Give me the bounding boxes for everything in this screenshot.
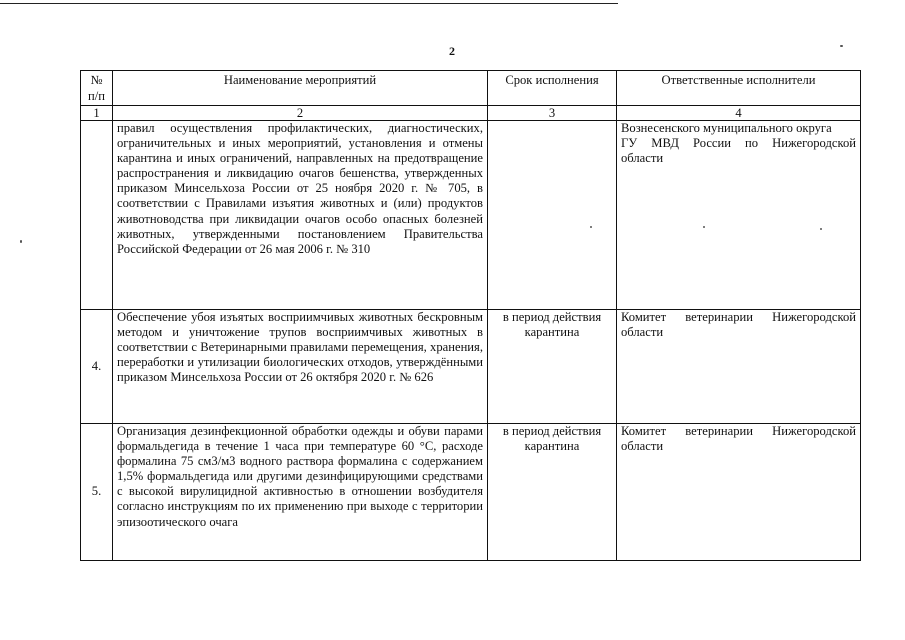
column-number: 3 <box>488 106 617 121</box>
responsible-line: Комитет ветеринарии Нижегородской области <box>621 424 856 454</box>
header-deadline: Срок исполнения <box>488 71 617 106</box>
header-responsible: Ответственные исполнители <box>617 71 861 106</box>
row-deadline <box>488 121 617 310</box>
column-number-row <box>81 106 861 121</box>
row-action: Обеспечение убоя изъятых восприимчивых животных бескровным методом и уничтожение трупов восприимчивых животных в соответствии с Ветеринарными правилами перемещения, хранения, переработки и утилизации биологических отходов, утверждёнными приказом Минсельхоза России от 26 октября 2020 г. № 626 <box>113 310 488 424</box>
header-num: № п/п <box>81 71 113 106</box>
scan-speck <box>840 45 843 47</box>
table-row <box>81 310 861 424</box>
scan-speck <box>20 240 22 243</box>
row-number: 5. <box>81 424 113 561</box>
responsible-line: ГУ МВД России по Нижегородской области <box>621 136 856 166</box>
measures-table <box>80 70 861 561</box>
table-row <box>81 424 861 561</box>
row-deadline: в период действия карантина <box>488 310 617 424</box>
row-deadline: в период действия карантина <box>488 424 617 561</box>
header-row <box>81 71 861 106</box>
row-action: правил осуществления профилактических, диагностических, ограничительных и иных мероприятий, установления и отмены карантина и иных ограничений, направленных на предотвращение распространения и ликвидацию очагов бешенства, утвержденных приказом Минсельхоза России от 25 ноября 2020 г. № 705, в соответствии с Правилами изъятия животных и (или) продуктов животноводства при ликвидации очагов особо опасных болезней животных, утвержденными постановлением Правительства Российской Федерации от 26 мая 2006 г. № 310 <box>113 121 488 310</box>
row-responsible <box>617 121 861 310</box>
header-action: Наименование мероприятий <box>113 71 488 106</box>
page-number: 2 <box>449 44 455 58</box>
responsible-line: Комитет ветеринарии Нижегородской области <box>621 310 856 340</box>
column-number: 2 <box>113 106 488 121</box>
column-number: 4 <box>617 106 861 121</box>
column-number: 1 <box>81 106 113 121</box>
row-action: Организация дезинфекционной обработки одежды и обуви парами формальдегида в течение 1 часа при температуре 60 °С, расходе формалина 75 см3/м3 водного раствора формалина с содержанием 1,5% формальдегида или другими дезинфицирующими средствами с высокой вирулицидной активностью в отношении возбудителя согласно инструкциям по их применению при выходе с территории эпизоотического очага <box>113 424 488 561</box>
top-rule <box>0 3 618 4</box>
row-number <box>81 121 113 310</box>
responsible-line: Вознесенского муниципального округа <box>621 121 832 135</box>
table-row <box>81 121 861 310</box>
row-responsible <box>617 310 861 424</box>
row-number: 4. <box>81 310 113 424</box>
row-responsible <box>617 424 861 561</box>
